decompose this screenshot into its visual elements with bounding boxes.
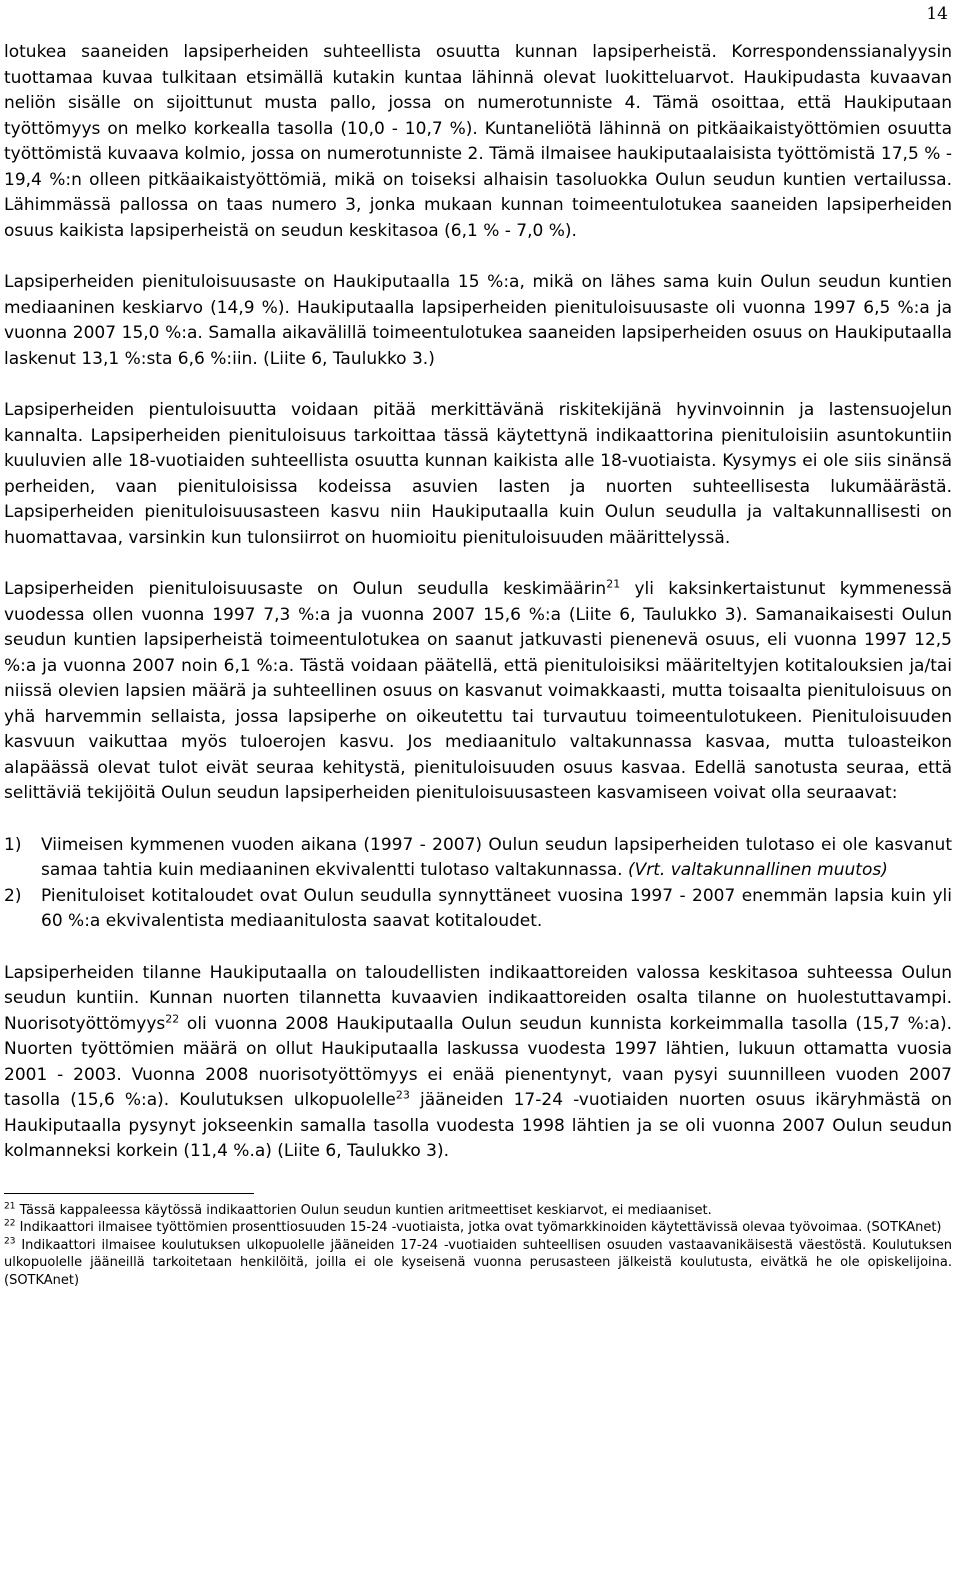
footnote-ref-22[interactable]: 22	[165, 1011, 180, 1025]
paragraph-text: jääneiden 17-24 -vuotiaiden nuorten osuus ikäryhmästä on Haukiputaalla pysynyt jokseenkin samalla tasolla vuodesta 1998 lähtien ja se oli vuonna 2007 Oulun seudun kolmanneksi korkein (11,4 %.a) (Liite 6, Taulukko 3).	[4, 1090, 952, 1161]
paragraph-oulu-region	[4, 577, 952, 807]
paragraph-risk-factor: Lapsiperheiden pientuloisuutta voidaan pitää merkittävänä riskitekijänä hyvinvoinnin ja lastensuojelun kannalta. Lapsiperheiden pienituloisuus tarkoittaa tässä käytettynä indikaattorina pienituloisiin asuntokuntiin kuuluvien alle 18-vuotiaiden suhteellista osuutta kunnan kaikista alle 18-vuotiaista. Kysymys ei ole siis sinänsä perheiden, vaan pienituloisissa kodeissa asuvien lasten ja nuorten suhteellisesta lukumäärästä. Lapsiperheiden pienituloisuusasteen kasvu niin Haukiputaalla kuin Oulun seudulla ja valtakunnallisesti on huomattavaa, varsinkin kun tulonsiirrot on huomioitu pienituloisuuden määrittelyssä.	[4, 400, 952, 548]
footnote-divider	[4, 1193, 254, 1194]
footnote-ref-21[interactable]: 21	[606, 577, 621, 591]
list-item-text: Viimeisen kymmenen vuoden aikana (1997 - 2007) Oulun seudun lapsiperheiden tulotaso ei ole kasvanut samaa tahtia kuin mediaaninen ekvivalentti tulotaso valtakunnassa.	[41, 834, 952, 880]
paragraph-correspondence-analysis: lotukea saaneiden lapsiperheiden suhteellista osuutta kunnan lapsiperheistä. Korrespondenssianalyysin tuottamaa kuvaa tulkitaan etsimällä kutakin kuntaa lähinnä olevat luokitteluarvot. Haukipudasta kuvaavan neliön sisälle on sijoittunut musta pallo, jossa on numerotunniste 4. Tämä osoittaa, että Haukiputaan työttömyys on melko korkealla tasolla (10,0 - 10,7 %). Kuntaneliötä lähinnä on pitkäaikaistyöttömien osuutta työttömistä kuvaava kolmio, jossa on numerotunniste 2. Tämä ilmaisee haukiputaalaisista työttömistä 17,5 % - 19,4 %:n olleen pitkäaikaistyöttömiä, mikä on toiseksi alhaisin tasoluokka Oulun seudun kuntien vertailussa. Lähimmässä pallossa on taas numero 3, jonka mukaan kunnan toimeentulotukea saaneiden lapsiperheiden osuus kaikista lapsiperheistä on seudun keskitasoa (6,1 % - 7,0 %).	[4, 42, 952, 241]
page-number: 14	[926, 4, 948, 24]
footnote-23	[4, 1237, 952, 1290]
footnote-ref-23[interactable]: 23	[395, 1088, 410, 1102]
paragraph-youth-situation	[4, 961, 952, 1165]
paragraph-text: Lapsiperheiden tilanne Haukiputaalla on taloudellisten indikaattoreiden valossa keskitasoa suhteessa Oulun seudun kuntiin. Kunnan nuorten tilannetta kuvaavien indikaattoreiden osalta tilanne on huolestuttavampi. Nuorisotyöttömyys	[4, 962, 952, 1034]
list-item-number: 2)	[4, 885, 22, 906]
footnote-text: Tässä kappaleessa käytössä indikaattorien Oulun seudun kuntien aritmeettiset keskiarvot, ei mediaaniset.	[15, 1202, 712, 1218]
list-item-text: Pienituloiset kotitaloudet ovat Oulun seudulla synnyttäneet vuosina 1997 - 2007 enemmän lapsia kuin yli 60 %:a ekvivalentista mediaanitulosta saavat kotitaloudet.	[41, 885, 952, 931]
footnote-number: 23	[4, 1236, 16, 1247]
document-body	[4, 40, 952, 1289]
paragraph-text: yli kaksinkertaistunut kymmenessä vuodessa ollen vuonna 1997 7,3 %:a ja vuonna 2007 15,6 %:a (Liite 6, Taulukko 3). Samanaikaisesti Oulun seudun kuntien lapsiperheistä toimeentulotukea on saanut jatkuvasti pienenevä osuus, eli vuonna 1997 12,5 %:a ja vuonna 2007 noin 6,1 %:a. Tästä voidaan päätellä, että pienituloisiksi määriteltyjen kotitalouksien ja/tai niissä olevien lapsien määrä ja suhteellinen osuus on kasvanut voimakkaasti, mutta toisaalta pienituloisuus on yhä harvemmin sellaista, jossa lapsiperhe on oikeutettu tai turvautuu toimeentulotukeen. Pienituloisuuden kasvuun vaikuttaa myös tuloerojen kasvu. Jos mediaanitulo valtakunnassa kasvaa, mutta tuloasteikon alapäässä olevat tulot eivät seuraa kehitystä, pienituloisuuden osuus kasvaa. Edellä sanotusta seuraa, että selittäviä tekijöitä Oulun seudun lapsiperheiden pienituloisuusasteen kasvamiseen voivat olla seuraavat:	[4, 579, 952, 803]
explanatory-factors-list	[4, 833, 952, 935]
footnote-number: 22	[4, 1218, 16, 1229]
footnote-number: 21	[4, 1201, 16, 1212]
list-item-number: 1)	[4, 834, 22, 855]
footnote-21	[4, 1202, 952, 1220]
list-item	[4, 884, 952, 935]
list-item-note: (Vrt. valtakunnallinen muutos)	[622, 860, 888, 880]
footnote-text: Indikaattori ilmaisee koulutuksen ulkopuolelle jääneiden 17-24 -vuotiaiden suhteellisen osuuden vastaavanikäisestä väestöstä. Koulutuksen ulkopuolelle jääneillä tarkoitetaan henkilöitä, joilla ei ole kyseisenä vuonna perusasteen jälkeistä koulutusta, eivätkä he ole opiskelijoina. (SOTKAnet)	[4, 1237, 952, 1288]
paragraph-text: oli vuonna 2008 Haukiputaalla Oulun seudun kunnista korkeimmalla tasolla (15,7 %:a). Nuorten työttömien määrä on ollut Haukiputaalla laskussa vuodesta 1997 lähtien, lukuun ottamatta vuosia 2001 - 2003. Vuonna 2008 nuorisotyöttömyys ei enää pienentynyt, vaan pysyi suunnilleen vuoden 2007 tasolla (15,6 %:a). Koulutuksen ulkopuolelle	[4, 1013, 952, 1110]
list-item	[4, 833, 952, 884]
footnote-22	[4, 1219, 952, 1237]
paragraph-text: Lapsiperheiden pienituloisuusaste on Oulun seudulla keskimäärin	[4, 579, 607, 599]
footnote-text: Indikaattori ilmaisee työttömien prosenttiosuuden 15-24 -vuotiaista, jotka ovat työmarkkinoiden käytettävissä olevaa työvoimaa. (SOTKAnet)	[15, 1220, 942, 1235]
paragraph-low-income-rate: Lapsiperheiden pienituloisuusaste on Haukiputaalla 15 %:a, mikä on lähes sama kuin Oulun seudun kuntien mediaaninen keskiarvo (14,9 %). Haukiputaalla lapsiperheiden pienituloisuusaste oli vuonna 1997 6,5 %:a ja vuonna 2007 15,0 %:a. Samalla aikavälillä toimeentulotukea saaneiden lapsiperheiden osuus on Haukiputaalla laskenut 13,1 %:sta 6,6 %:iin. (Liite 6, Taulukko 3.)	[4, 272, 952, 369]
